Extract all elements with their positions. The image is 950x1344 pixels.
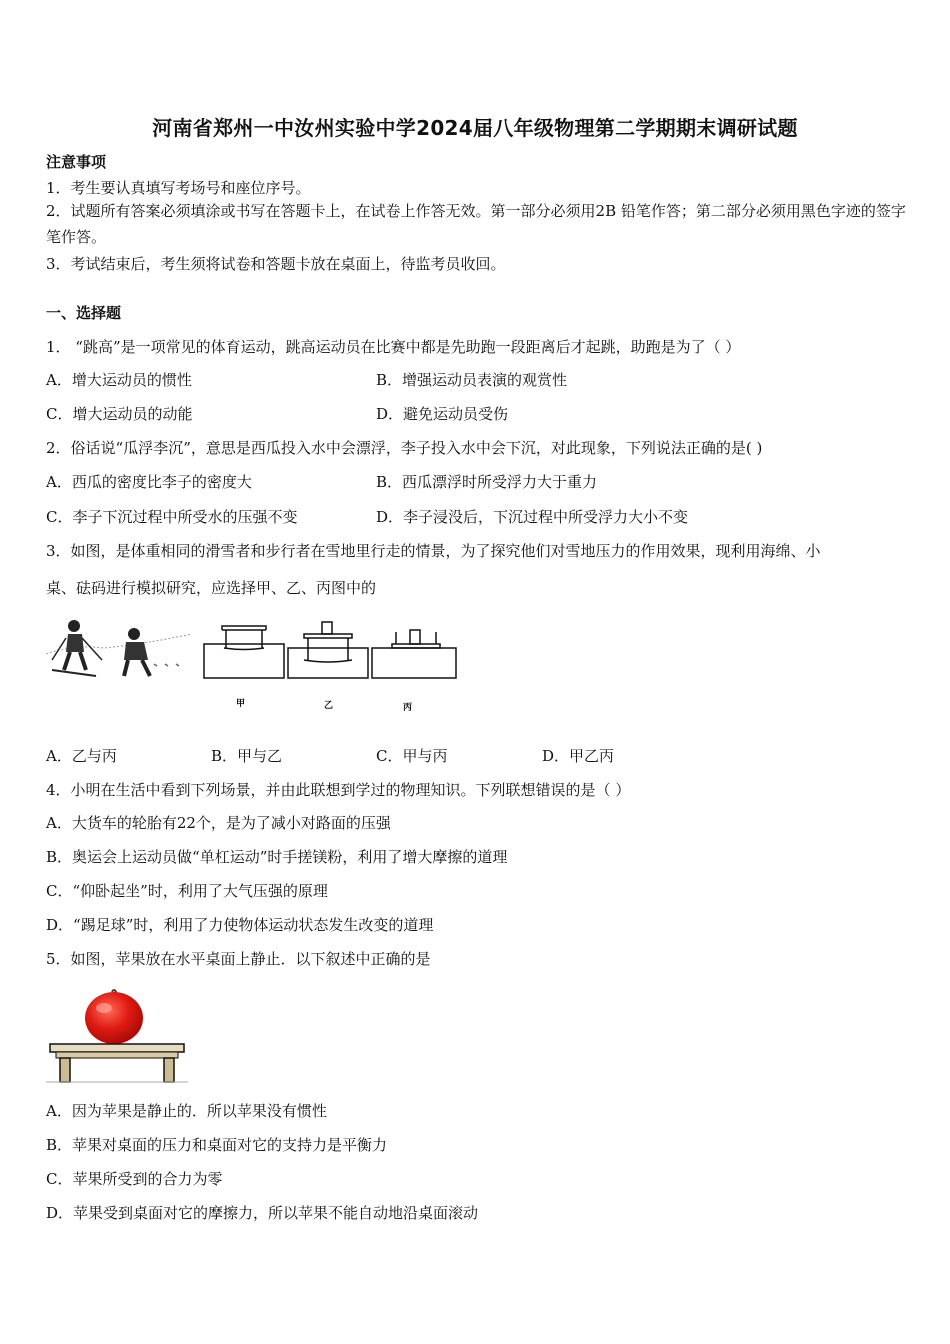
- q3-option-b: B．甲与乙: [211, 747, 283, 765]
- q4-option-b: B．奥运会上运动员做“单杠运动”时手搓镁粉，利用了增大摩擦的道理: [46, 848, 508, 866]
- q4-option-d: D．“踢足球”时，利用了力使物体运动状态发生改变的道理: [46, 916, 434, 934]
- q2-option-a: A．西瓜的密度比李子的密度大: [46, 473, 252, 491]
- q5-option-b: B．苹果对桌面的压力和桌面对它的支持力是平衡力: [46, 1136, 388, 1154]
- question-4-stem: 4．小明在生活中看到下列场景，并由此联想到学过的物理知识。下列联想错误的是（ ）: [46, 781, 631, 799]
- notice-item: 2．试题所有答案必须填涂或书写在答题卡上，在试卷上作答无效。第一部分必须用2B 铅笔作答；第二部分必须用黑色字迹的签字笔作答。: [46, 202, 906, 246]
- q1-option-d: D．避免运动员受伤: [376, 405, 509, 423]
- question-3-stem: 3．如图，是体重相同的滑雪者和步行者在雪地里行走的情景，为了探究他们对雪地压力的作用效果，现利用海绵、小: [46, 542, 821, 560]
- q2-option-b: B．西瓜漂浮时所受浮力大于重力: [376, 473, 598, 491]
- q2-option-d: D．李子浸没后，下沉过程中所受浮力大小不变: [376, 508, 689, 526]
- q3-option-a: A．乙与丙: [46, 747, 117, 765]
- skier-walker-illustration: [44, 614, 194, 684]
- sponge-table-experiment-diagram: [200, 618, 460, 682]
- q2-option-c: C．李子下沉过程中所受水的压强不变: [46, 508, 298, 526]
- q3-option-c: C．甲与丙: [376, 747, 448, 765]
- section-heading: 一、选择题: [46, 304, 122, 322]
- q5-option-c: C．苹果所受到的合力为零: [46, 1170, 223, 1188]
- q1-option-a: A．增大运动员的惯性: [46, 371, 192, 389]
- figure-label-yi: 乙: [324, 701, 334, 711]
- notice-item: 1．考生要认真填写考场号和座位序号。: [46, 179, 311, 197]
- notice-item: 3．考试结束后，考生须将试卷和答题卡放在桌面上，待监考员收回。: [46, 255, 506, 273]
- exam-title: 河南省郑州一中汝州实验中学2024届八年级物理第二学期期末调研试题: [152, 116, 798, 140]
- q5-option-a: A．因为苹果是静止的．所以苹果没有惯性: [46, 1102, 327, 1120]
- q5-option-d: D．苹果受到桌面对它的摩擦力，所以苹果不能自动地沿桌面滚动: [46, 1204, 479, 1222]
- q4-option-c: C．“仰卧起坐”时，利用了大气压强的原理: [46, 882, 328, 900]
- question-3-stem-cont: 桌、砝码进行模拟研究，应选择甲、乙、丙图中的: [46, 579, 377, 597]
- q1-option-c: C．增大运动员的动能: [46, 405, 193, 423]
- question-5-stem: 5．如图，苹果放在水平桌面上静止．以下叙述中正确的是: [46, 950, 431, 968]
- figure-label-jia: 甲: [236, 699, 246, 709]
- question-1-stem: 1． “跳高”是一项常见的体育运动，跳高运动员在比赛中都是先助跑一段距离后才起跳，助跑是为了（ ）: [46, 338, 741, 356]
- figure-label-bing: 丙: [403, 703, 413, 713]
- q4-option-a: A．大货车的轮胎有22个，是为了减小对路面的压强: [46, 814, 391, 832]
- question-2-stem: 2．俗话说“瓜浮李沉”，意思是西瓜投入水中会漂浮，李子投入水中会下沉，对此现象，下列说法正确的是( ): [46, 439, 763, 457]
- q3-option-d: D．甲乙丙: [542, 747, 615, 765]
- q1-option-b: B．增强运动员表演的观赏性: [376, 371, 568, 389]
- apple-on-table-illustration: [46, 986, 188, 1084]
- notice-heading: 注意事项: [46, 153, 107, 171]
